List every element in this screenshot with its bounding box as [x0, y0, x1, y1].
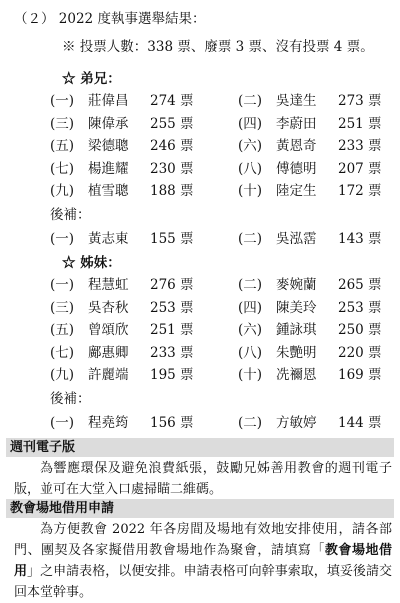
- vote-count: 207 票: [338, 160, 382, 177]
- vote-entry: [50, 92, 194, 110]
- candidate-name: 陳美玲: [276, 299, 317, 316]
- vote-count: 251 票: [150, 322, 194, 338]
- vote-entry: [238, 276, 382, 294]
- vote-entry: [50, 160, 194, 178]
- entry-index: (八): [238, 160, 263, 177]
- entry-index: (二): [238, 415, 263, 431]
- candidate-name: 梁德聰: [88, 138, 129, 154]
- candidate-name: 冼禰恩: [276, 367, 317, 383]
- entry-index: (九): [50, 183, 75, 199]
- candidate-name: 鄺惠卿: [88, 344, 129, 361]
- sisters-alternates-label: 後補：: [50, 391, 91, 407]
- candidate-name: 方敏婷: [276, 415, 317, 431]
- vote-count: 156 票: [150, 415, 194, 431]
- vote-entry: [50, 115, 194, 133]
- vote-entry: [238, 160, 382, 178]
- sisters-label: ☆ 姊妹：: [62, 255, 121, 271]
- candidate-name: 程慧虹: [88, 277, 129, 293]
- vote-count: 143 票: [338, 231, 382, 247]
- vote-count: 233 票: [338, 138, 382, 154]
- entry-index: (六): [238, 322, 263, 338]
- entry-index: (六): [238, 138, 263, 154]
- vote-entry: [50, 344, 194, 362]
- vote-stats: ※ 投票人數：338 票、廢票 3 票、沒有投票 4 票。: [62, 39, 374, 55]
- vote-count: 233 票: [150, 344, 194, 361]
- entry-index: (七): [50, 160, 75, 177]
- vote-count: 253 票: [150, 299, 194, 316]
- vote-count: 265 票: [338, 277, 382, 293]
- weekly-section-title: 週刊電子版: [6, 438, 394, 457]
- vote-count: 220 票: [338, 344, 382, 361]
- candidate-name: 李蔚田: [276, 115, 317, 132]
- vote-entry: [50, 366, 194, 384]
- vote-entry: [238, 366, 382, 384]
- vote-count: 274 票: [150, 93, 194, 109]
- entry-index: (十): [238, 183, 263, 199]
- weekly-body: 為響應環保及避免浪費紙張，鼓勵兄姊善用教會的週刊電子版，並可在大堂入口處掃瞄二維碼。: [14, 461, 392, 497]
- entry-index: (三): [50, 299, 75, 316]
- venue-form-name: 教會場地借用: [14, 543, 392, 579]
- venue-body: [14, 519, 392, 603]
- candidate-name: 陸定生: [276, 183, 317, 199]
- candidate-name: 曾頌欣: [88, 322, 129, 338]
- candidate-name: 楊進耀: [88, 160, 129, 177]
- candidate-name: 吳杏秋: [88, 299, 129, 316]
- brothers-alternates-label: 後補：: [50, 207, 91, 223]
- vote-count: 273 票: [338, 93, 382, 109]
- candidate-name: 黃恩奇: [276, 138, 317, 154]
- candidate-name: 植雪聰: [88, 183, 129, 199]
- vote-count: 230 票: [150, 160, 194, 177]
- candidate-name: 許麗端: [88, 367, 129, 383]
- venue-body-part1: 為方便教會 2022 年各房間及場地有效地安排使用，請各部門、團契及各家擬借用教會場地作為聚會，請填寫「: [14, 522, 392, 558]
- vote-count: 255 票: [150, 115, 194, 132]
- vote-count: 250 票: [338, 322, 382, 338]
- candidate-name: 朱艷明: [276, 344, 317, 361]
- entry-index: (三): [50, 115, 75, 132]
- vote-count: 144 票: [338, 415, 382, 431]
- candidate-name: 程堯筠: [88, 415, 129, 431]
- vote-entry: [50, 299, 194, 317]
- brothers-label: ☆ 弟兄：: [62, 71, 121, 87]
- vote-entry: [50, 414, 194, 432]
- candidate-name: 吳泓霑: [276, 231, 317, 247]
- entry-index: (一): [50, 231, 75, 247]
- vote-count: 246 票: [150, 138, 194, 154]
- vote-count: 251 票: [338, 115, 382, 132]
- entry-index: (八): [238, 344, 263, 361]
- candidate-name: 黃志東: [88, 231, 129, 247]
- candidate-name: 莊偉昌: [88, 93, 129, 109]
- vote-entry: [238, 344, 382, 362]
- entry-index: (二): [238, 277, 263, 293]
- entry-index: (五): [50, 322, 75, 338]
- vote-entry: [238, 321, 382, 339]
- vote-entry: [238, 115, 382, 133]
- vote-entry: [238, 230, 382, 248]
- vote-count: 195 票: [150, 367, 194, 383]
- vote-entry: [50, 137, 194, 155]
- candidate-name: 鍾詠琪: [276, 322, 317, 338]
- entry-index: (一): [50, 93, 75, 109]
- vote-count: 188 票: [150, 183, 194, 199]
- candidate-name: 陳偉承: [88, 115, 129, 132]
- venue-section-title: 教會場地借用申請: [6, 499, 394, 518]
- vote-entry: [238, 299, 382, 317]
- entry-index: (二): [238, 231, 263, 247]
- vote-entry: [50, 182, 194, 200]
- vote-entry: [50, 321, 194, 339]
- candidate-name: 吳達生: [276, 93, 317, 109]
- candidate-name: 傅德明: [276, 160, 317, 177]
- election-heading: （２） 2022 度執事選舉結果：: [14, 11, 206, 27]
- vote-entry: [50, 230, 194, 248]
- vote-count: 155 票: [150, 231, 194, 247]
- candidate-name: 麥婉蘭: [276, 277, 317, 293]
- entry-index: (四): [238, 299, 263, 316]
- entry-index: (十): [238, 367, 263, 383]
- vote-entry: [238, 182, 382, 200]
- entry-index: (四): [238, 115, 263, 132]
- venue-body-part2: 」之申請表格，以便安排。申請表格可向幹事索取，填妥後請交回本堂幹事。: [14, 564, 392, 600]
- vote-entry: [238, 92, 382, 110]
- vote-count: 253 票: [338, 299, 382, 316]
- vote-entry: [238, 414, 382, 432]
- entry-index: (九): [50, 367, 75, 383]
- entry-index: (五): [50, 138, 75, 154]
- vote-entry: [50, 276, 194, 294]
- entry-index: (七): [50, 344, 75, 361]
- entry-index: (一): [50, 415, 75, 431]
- vote-count: 172 票: [338, 183, 382, 199]
- entry-index: (二): [238, 93, 263, 109]
- vote-entry: [238, 137, 382, 155]
- entry-index: (一): [50, 277, 75, 293]
- vote-count: 169 票: [338, 367, 382, 383]
- vote-count: 276 票: [150, 277, 194, 293]
